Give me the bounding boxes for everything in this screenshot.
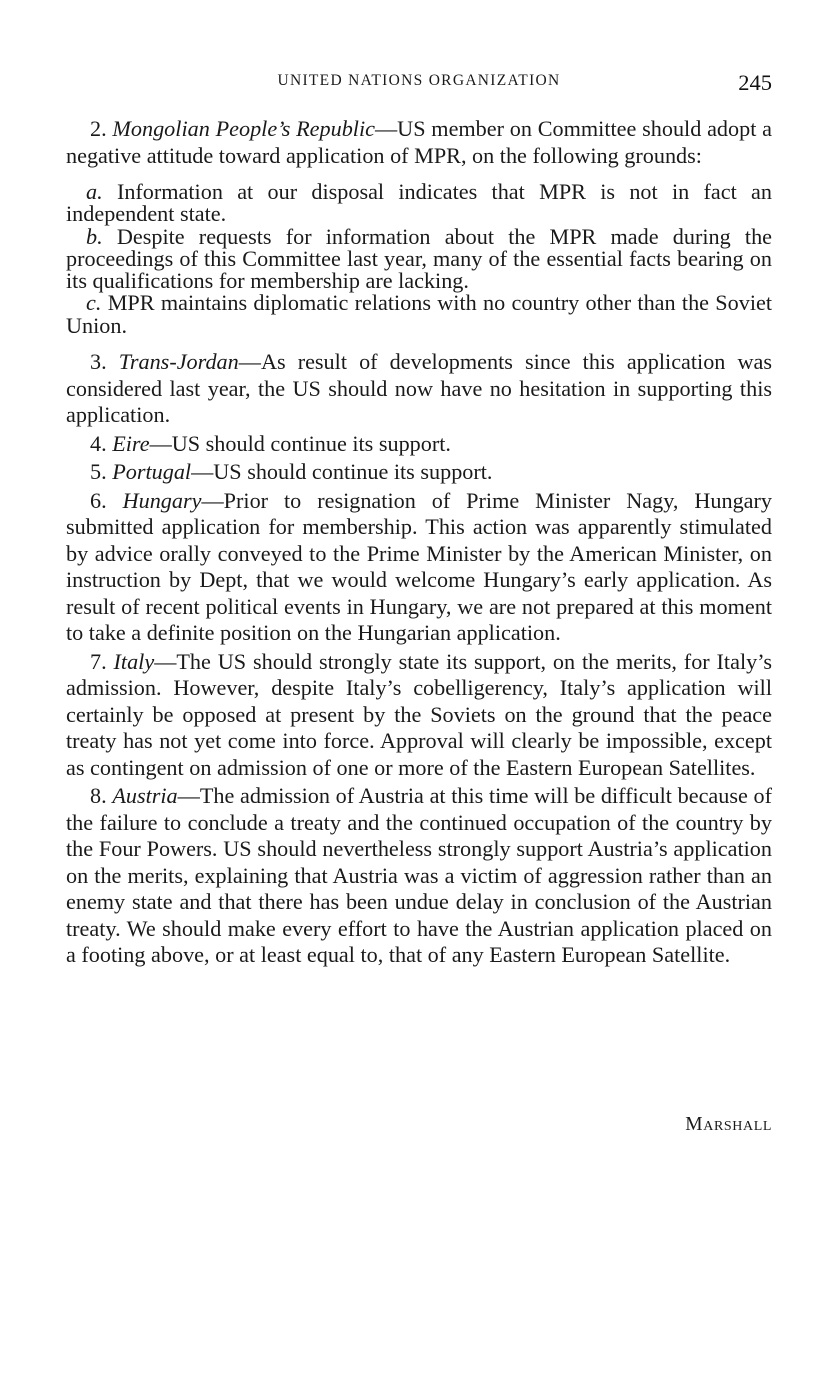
item-heading: Portugal — [112, 459, 192, 485]
item-number: 4. — [90, 430, 107, 456]
sub-letter: a. — [86, 179, 103, 204]
item-text: —As result of developments since this application was considered last year, the US should now have no hesitation in supporting this application. — [66, 349, 773, 428]
item-text: —The US should strongly state its support, on the merits, for Italy’s admission. However, despite Italy’s cobelligerency, Italy’s application will certainly be opposed at present by the Soviets on the ground that the peace treaty has not yet come into force. Approval will clearly be impossible, except as contingent on admission of one or more of the Eastern European Satellites. — [66, 648, 773, 780]
paragraph-trans-jordan — [66, 349, 772, 429]
subparagraph-b — [66, 223, 773, 294]
item-heading: Mongolian People’s Republic — [112, 116, 375, 141]
item-number: 5. — [90, 459, 107, 485]
item-text: —Prior to resignation of Prime Minister Nagy, Hungary submitted application for membership. This action was apparently stimulated by advice orally conveyed to the Prime Minister by the American Minister, on instruction by Dept, that we would welcome Hungary’s early application. As result of recent political events in Hungary, we are not prepared at this moment to take a definite position on the Hungarian application. — [66, 487, 773, 646]
item-heading: Austria — [112, 783, 178, 809]
item-heading: Hungary — [122, 487, 202, 513]
subparagraph-c — [66, 292, 772, 337]
paragraph-mongolia — [66, 116, 772, 169]
paragraph-portugal — [66, 459, 772, 486]
signature: Marshall — [685, 1114, 772, 1135]
sub-letter: b. — [86, 223, 103, 249]
item-number: 2. — [90, 116, 107, 141]
subparagraph-a — [66, 181, 772, 226]
item-heading: Eire — [112, 430, 150, 456]
sub-text: Information at our disposal indicates that MPR is not in fact an independent state. — [66, 179, 773, 227]
item-number: 8. — [90, 783, 107, 809]
body-text — [66, 116, 772, 969]
item-number: 6. — [90, 487, 107, 513]
page-number: 245 — [738, 70, 772, 95]
paragraph-italy — [66, 649, 772, 782]
item-text: —US should continue its support. — [149, 430, 451, 456]
running-head — [66, 70, 772, 96]
item-text: —US should continue its support. — [191, 459, 493, 485]
sub-text: Despite requests for information about the MPR made during the proceedings of this Committee last year, many of the essential facts bearing on its qualifications for membership are lacking. — [66, 223, 773, 294]
item-heading: Italy — [113, 648, 155, 674]
item-text: —US member on Committee should adopt a negative attitude toward application of MPR, on the following grounds: — [66, 116, 772, 168]
paragraph-hungary — [66, 488, 772, 647]
running-title: UNITED NATIONS ORGANIZATION — [277, 72, 561, 89]
sub-text: MPR maintains diplomatic relations with no country other than the Soviet Union. — [66, 290, 773, 338]
item-heading: Trans-Jordan — [118, 349, 239, 375]
item-text: —The admission of Austria at this time will be difficult because of the failure to conclude a treaty and the continued occupation of the country by the Four Powers. US should nevertheless strongly support Austria’s application on the merits, explaining that Austria was a victim of aggression rather than an enemy state and that there has been undue delay in conclusion of the Austrian treaty. We should make every effort to have the Austrian application placed on a footing above, or at least equal to, that of any Eastern European Satellite. — [66, 783, 773, 968]
item-number: 7. — [90, 648, 107, 674]
sub-letter: c. — [86, 290, 102, 316]
item-number: 3. — [90, 349, 107, 375]
paragraph-austria — [66, 783, 772, 969]
paragraph-eire — [66, 431, 772, 458]
